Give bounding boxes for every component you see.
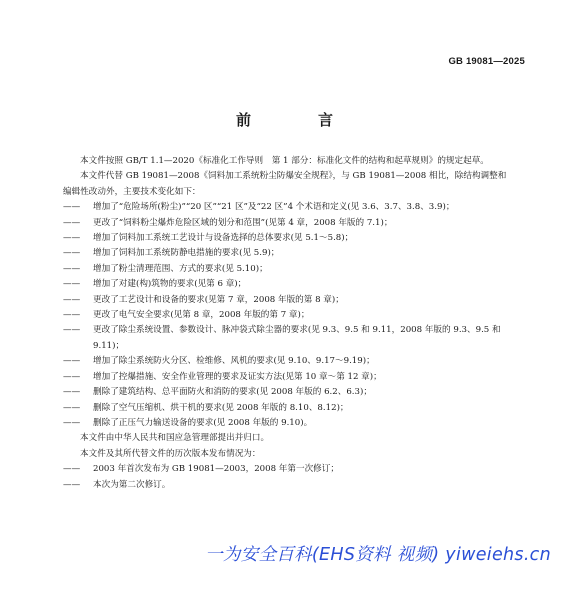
list-item [63,308,513,323]
replacement-paragraph: 本文件代替 GB 19081—2008《饲料加工系统粉尘防爆安全规程》，与 GB 19081—2008 相比，除结构调整和编辑性改动外，主要技术变化如下： [63,171,507,197]
proposer-paragraph: 本文件由中华人民共和国应急管理部提出并归口。 [80,433,270,444]
list-item [63,277,513,292]
list-item [63,323,513,354]
list-item-text: 增加了除尘系统防火分区、检维修、风机的要求(见 9.10、9.17～9.19)； [93,356,375,367]
standard-number: GB 19081—2025 [448,56,525,67]
list-item [63,262,513,277]
list-item-text: 增加了饲料加工系统防静电措施的要求(见 5.9)； [93,248,280,259]
dash-marker: —— [63,402,81,413]
list-item [63,370,513,385]
dash-marker: —— [63,479,81,490]
list-item [63,216,513,231]
list-item [63,416,513,431]
list-item [63,246,513,261]
page-title: 前 言 [235,111,359,129]
list-item [63,478,513,493]
list-item-text: 增加了对建(构)筑物的要求(见第 6 章)； [93,279,247,290]
dash-marker: —— [63,325,81,336]
dash-marker: —— [63,371,81,382]
document-body [63,154,513,493]
list-item-text: 更改了电气安全要求(见第 8 章，2008 年版的第 7 章)； [93,310,310,321]
list-item [63,354,513,369]
dash-marker: —— [63,279,81,290]
history-intro-paragraph: 本文件及其所代替文件的历次版本发布情况为： [80,448,261,459]
dash-marker: —— [63,248,81,259]
dash-marker: —— [63,233,81,244]
list-item-text: 更改了工艺设计和设备的要求(见第 7 章，2008 年版的第 8 章)； [93,294,344,305]
dash-marker: —— [63,217,81,228]
dash-marker: —— [63,310,81,321]
list-item-text: 增加了饲料加工系统工艺设计与设备选择的总体要求(见 5.1～5.8)； [93,233,354,244]
dash-marker: —— [63,263,81,274]
dash-marker: —— [63,387,81,398]
list-item [63,200,513,215]
list-item-text: 本次为第二次修订。 [93,479,171,490]
list-item [63,293,513,308]
dash-marker: —— [63,417,81,428]
list-item-text: 2003 年首次发布为 GB 19081—2003，2008 年第一次修订； [93,464,339,475]
list-item-text: 删除了建筑结构、总平面防火和消防的要求(见 2008 年版的 6.2、6.3)； [93,387,372,398]
dash-marker: —— [63,294,81,305]
watermark-text: 一为安全百科(EHS资料 视频) yiweiehs.cn [205,545,551,565]
drafting-basis-paragraph: 本文件按照 GB/T 1.1—2020《标准化工作导则 第 1 部分：标准化文件的结构和起草规则》的规定起草。 [80,156,489,166]
dash-marker: —— [63,202,81,213]
dash-marker: —— [63,356,81,367]
list-item [63,385,513,400]
changes-list [63,200,513,431]
list-item-text: 增加了控爆措施、安全作业管理的要求及证实方法(见第 10 章～第 12 章)； [93,371,382,382]
list-item-text: 删除了空气压缩机、烘干机的要求(见 2008 年版的 8.10、8.12)； [93,402,349,413]
list-item [63,231,513,246]
dash-marker: —— [63,464,81,475]
list-item-text: 增加了“危险场所(粉尘)”“20 区”“21 区”及“22 区”4 个术语和定义(见 3.6、3.7、3.8、3.9)； [93,202,455,213]
list-item [63,462,513,477]
list-item-text: 增加了粉尘清理范围、方式的要求(见 5.10)； [93,263,268,274]
list-item-text: 删除了正压气力输送设备的要求(见 2008 年版的 9.10)。 [93,417,313,428]
history-list [63,462,513,493]
list-item-text: 更改了“饲料粉尘爆炸危险区域的划分和范围”(见第 4 章，2008 年版的 7.1)； [93,217,393,228]
list-item-text: 更改了除尘系统设置、参数设计、脉冲袋式除尘器的要求(见 9.3、9.5 和 9.11，2008 年版的 9.3、9.5 和 9.11)； [93,325,501,351]
list-item [63,401,513,416]
